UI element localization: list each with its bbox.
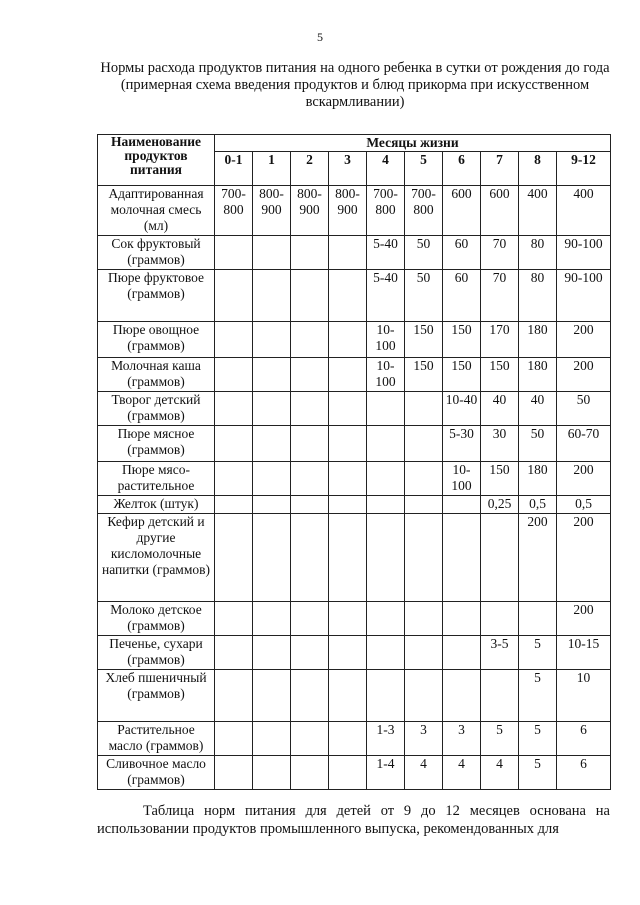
- value-cell: 50: [405, 236, 443, 270]
- value-cell: [329, 270, 367, 322]
- value-cell: [329, 670, 367, 722]
- table-row: [98, 270, 611, 322]
- table-row: [98, 186, 611, 236]
- value-cell: 150: [405, 322, 443, 358]
- value-cell: [405, 392, 443, 426]
- value-cell: 10: [557, 670, 611, 722]
- table-row: [98, 236, 611, 270]
- header-month-cell: 3: [329, 152, 367, 186]
- value-cell: [481, 670, 519, 722]
- value-cell: [443, 602, 481, 636]
- value-cell: 80: [519, 236, 557, 270]
- value-cell: 200: [557, 602, 611, 636]
- value-cell: [405, 496, 443, 514]
- value-cell: [215, 602, 253, 636]
- value-cell: 5-40: [367, 236, 405, 270]
- header-month-cell: 1: [253, 152, 291, 186]
- value-cell: 800-900: [253, 186, 291, 236]
- value-cell: 3: [443, 722, 481, 756]
- table-row: [98, 462, 611, 496]
- product-name-cell: Молочная каша (граммов): [98, 358, 215, 392]
- value-cell: 5: [519, 756, 557, 790]
- value-cell: [215, 722, 253, 756]
- value-cell: 0,5: [557, 496, 611, 514]
- value-cell: [291, 496, 329, 514]
- value-cell: 4: [405, 756, 443, 790]
- header-month-cell: 8: [519, 152, 557, 186]
- value-cell: [481, 514, 519, 602]
- value-cell: [405, 602, 443, 636]
- value-cell: 700-800: [215, 186, 253, 236]
- table-row: [98, 602, 611, 636]
- table-row: [98, 636, 611, 670]
- value-cell: 400: [557, 186, 611, 236]
- value-cell: [215, 514, 253, 602]
- value-cell: [215, 270, 253, 322]
- value-cell: [329, 496, 367, 514]
- header-month-cell: 6: [443, 152, 481, 186]
- value-cell: [253, 236, 291, 270]
- value-cell: [291, 236, 329, 270]
- product-name-cell: Молоко детское (граммов): [98, 602, 215, 636]
- value-cell: [253, 462, 291, 496]
- value-cell: 5-40: [367, 270, 405, 322]
- value-cell: 40: [481, 392, 519, 426]
- value-cell: 150: [443, 358, 481, 392]
- value-cell: 50: [557, 392, 611, 426]
- product-name-cell: Хлеб пшеничный (граммов): [98, 670, 215, 722]
- value-cell: [329, 392, 367, 426]
- value-cell: [367, 514, 405, 602]
- value-cell: 1-3: [367, 722, 405, 756]
- value-cell: [291, 426, 329, 462]
- value-cell: [329, 514, 367, 602]
- value-cell: 800-900: [291, 186, 329, 236]
- value-cell: 170: [481, 322, 519, 358]
- header-month-cell: 2: [291, 152, 329, 186]
- value-cell: [253, 270, 291, 322]
- value-cell: 10-100: [367, 358, 405, 392]
- value-cell: [291, 358, 329, 392]
- value-cell: 5: [519, 722, 557, 756]
- value-cell: 90-100: [557, 270, 611, 322]
- table-row: [98, 392, 611, 426]
- value-cell: [329, 722, 367, 756]
- value-cell: [291, 722, 329, 756]
- product-name-cell: Пюре фруктовое (граммов): [98, 270, 215, 322]
- value-cell: [367, 636, 405, 670]
- value-cell: [405, 426, 443, 462]
- value-cell: [291, 462, 329, 496]
- header-month-cell: 4: [367, 152, 405, 186]
- product-name-cell: Пюре мясо-растительное: [98, 462, 215, 496]
- product-name-cell: Печенье, сухари (граммов): [98, 636, 215, 670]
- value-cell: 150: [405, 358, 443, 392]
- product-name-cell: Пюре овощное (граммов): [98, 322, 215, 358]
- value-cell: 0,25: [481, 496, 519, 514]
- value-cell: [405, 636, 443, 670]
- value-cell: 150: [481, 358, 519, 392]
- footer-paragraph: Таблица норм питания для детей от 9 до 12 месяцев основана на использовании продуктов промышленного выпуска, рекомендованных для: [97, 803, 610, 837]
- value-cell: [291, 636, 329, 670]
- value-cell: 700-800: [367, 186, 405, 236]
- value-cell: 150: [481, 462, 519, 496]
- value-cell: 0,5: [519, 496, 557, 514]
- value-cell: 80: [519, 270, 557, 322]
- value-cell: 180: [519, 322, 557, 358]
- value-cell: [329, 602, 367, 636]
- value-cell: [443, 514, 481, 602]
- value-cell: [215, 636, 253, 670]
- value-cell: [405, 462, 443, 496]
- header-month-cell: 5: [405, 152, 443, 186]
- value-cell: [291, 392, 329, 426]
- value-cell: 600: [443, 186, 481, 236]
- value-cell: [253, 636, 291, 670]
- value-cell: 200: [557, 514, 611, 602]
- value-cell: 3-5: [481, 636, 519, 670]
- value-cell: [215, 462, 253, 496]
- value-cell: 50: [519, 426, 557, 462]
- value-cell: [215, 496, 253, 514]
- table-row: [98, 670, 611, 722]
- value-cell: [215, 358, 253, 392]
- value-cell: 6: [557, 756, 611, 790]
- value-cell: [253, 426, 291, 462]
- value-cell: [291, 670, 329, 722]
- value-cell: 70: [481, 236, 519, 270]
- value-cell: [253, 496, 291, 514]
- value-cell: 400: [519, 186, 557, 236]
- value-cell: [481, 602, 519, 636]
- value-cell: 10-100: [367, 322, 405, 358]
- table-row: [98, 756, 611, 790]
- value-cell: 3: [405, 722, 443, 756]
- header-month-cell: 7: [481, 152, 519, 186]
- value-cell: 1-4: [367, 756, 405, 790]
- value-cell: [215, 392, 253, 426]
- value-cell: 60: [443, 236, 481, 270]
- document-title: Нормы расхода продуктов питания на одного ребенка в сутки от рождения до года (примерная схема введения продуктов и блюд прикорма при искусственном вскармливании): [100, 60, 610, 110]
- value-cell: [367, 602, 405, 636]
- value-cell: [329, 756, 367, 790]
- value-cell: [253, 322, 291, 358]
- product-name-cell: Желток (штук): [98, 496, 215, 514]
- value-cell: 5: [519, 636, 557, 670]
- value-cell: [367, 670, 405, 722]
- value-cell: [291, 270, 329, 322]
- header-month-cell: 0-1: [215, 152, 253, 186]
- product-name-cell: Пюре мясное (граммов): [98, 426, 215, 462]
- value-cell: [329, 236, 367, 270]
- value-cell: [291, 602, 329, 636]
- product-name-cell: Сок фруктовый (граммов): [98, 236, 215, 270]
- value-cell: [215, 756, 253, 790]
- header-month-cell: 9-12: [557, 152, 611, 186]
- header-months: Месяцы жизни: [215, 135, 611, 152]
- table-header-row: [98, 135, 611, 152]
- value-cell: [329, 636, 367, 670]
- value-cell: 200: [519, 514, 557, 602]
- value-cell: [253, 358, 291, 392]
- value-cell: [367, 426, 405, 462]
- value-cell: [405, 670, 443, 722]
- value-cell: [329, 358, 367, 392]
- value-cell: [215, 670, 253, 722]
- value-cell: 800-900: [329, 186, 367, 236]
- value-cell: 60: [443, 270, 481, 322]
- value-cell: 5-30: [443, 426, 481, 462]
- table-row: [98, 322, 611, 358]
- value-cell: 200: [557, 322, 611, 358]
- value-cell: [253, 392, 291, 426]
- value-cell: 40: [519, 392, 557, 426]
- value-cell: [443, 670, 481, 722]
- value-cell: 4: [443, 756, 481, 790]
- value-cell: 10-100: [443, 462, 481, 496]
- value-cell: [443, 496, 481, 514]
- value-cell: [329, 462, 367, 496]
- table-row: [98, 514, 611, 602]
- value-cell: [253, 756, 291, 790]
- value-cell: 6: [557, 722, 611, 756]
- product-name-cell: Адаптированная молочная смесь (мл): [98, 186, 215, 236]
- value-cell: [443, 636, 481, 670]
- header-product-name: Наименование продуктов питания: [98, 135, 215, 186]
- product-name-cell: Творог детский (граммов): [98, 392, 215, 426]
- table-row: [98, 358, 611, 392]
- value-cell: [215, 426, 253, 462]
- product-name-cell: Сливочное масло (граммов): [98, 756, 215, 790]
- value-cell: 70: [481, 270, 519, 322]
- value-cell: 700-800: [405, 186, 443, 236]
- value-cell: [215, 322, 253, 358]
- value-cell: [253, 670, 291, 722]
- value-cell: [367, 496, 405, 514]
- value-cell: [215, 236, 253, 270]
- value-cell: [291, 322, 329, 358]
- value-cell: 4: [481, 756, 519, 790]
- nutrition-norms-table: [97, 134, 611, 790]
- value-cell: 30: [481, 426, 519, 462]
- value-cell: 150: [443, 322, 481, 358]
- value-cell: 5: [481, 722, 519, 756]
- page-number: 5: [317, 30, 323, 44]
- value-cell: 10-40: [443, 392, 481, 426]
- product-name-cell: Кефир детский и другие кисломолочные напитки (граммов): [98, 514, 215, 602]
- value-cell: [291, 756, 329, 790]
- value-cell: 90-100: [557, 236, 611, 270]
- value-cell: [329, 426, 367, 462]
- value-cell: [253, 514, 291, 602]
- value-cell: [291, 514, 329, 602]
- value-cell: 5: [519, 670, 557, 722]
- product-name-cell: Растительное масло (граммов): [98, 722, 215, 756]
- value-cell: [253, 722, 291, 756]
- value-cell: [519, 602, 557, 636]
- value-cell: 10-15: [557, 636, 611, 670]
- table-row: [98, 426, 611, 462]
- value-cell: [329, 322, 367, 358]
- table-row: [98, 722, 611, 756]
- value-cell: 180: [519, 462, 557, 496]
- value-cell: 200: [557, 358, 611, 392]
- value-cell: 200: [557, 462, 611, 496]
- value-cell: 600: [481, 186, 519, 236]
- value-cell: [367, 462, 405, 496]
- value-cell: 60-70: [557, 426, 611, 462]
- table-row: [98, 496, 611, 514]
- value-cell: [405, 514, 443, 602]
- value-cell: 50: [405, 270, 443, 322]
- value-cell: [253, 602, 291, 636]
- value-cell: 180: [519, 358, 557, 392]
- value-cell: [367, 392, 405, 426]
